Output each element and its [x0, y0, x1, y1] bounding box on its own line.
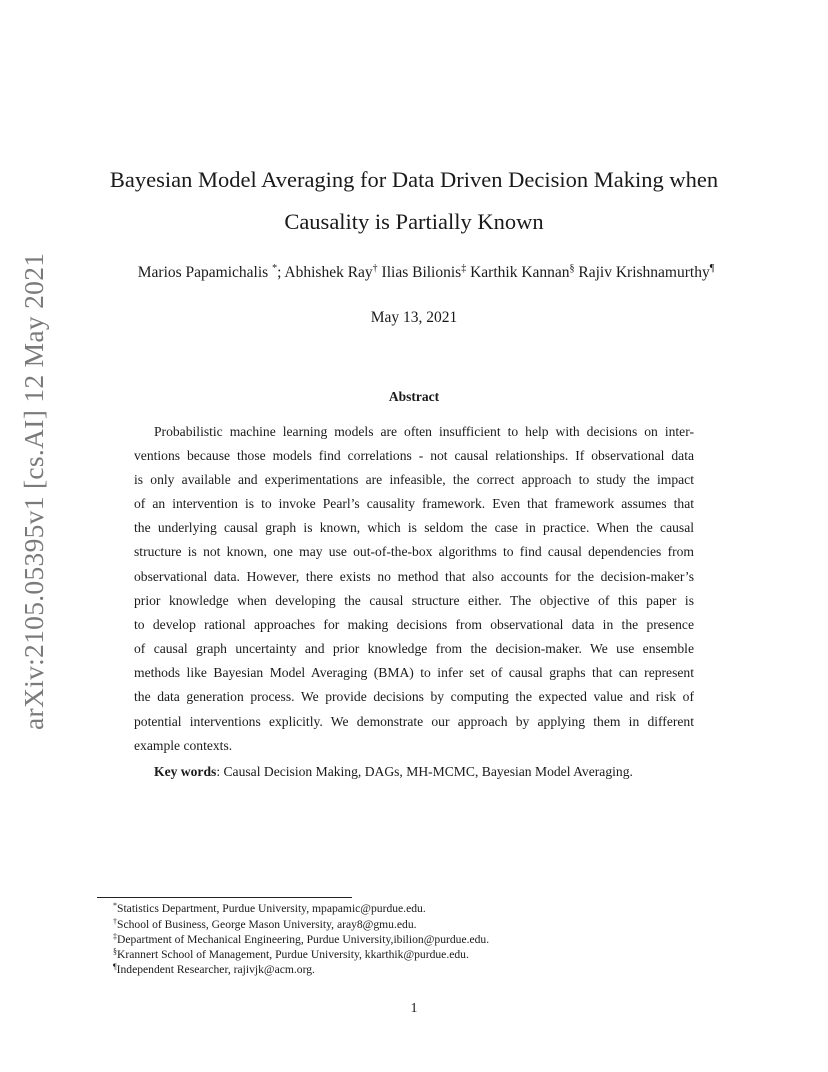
- footnote: [113, 918, 417, 931]
- footnote-divider: [97, 897, 352, 898]
- author-separator: ;: [277, 264, 282, 281]
- author-name: Ilias Bilionis: [381, 264, 462, 281]
- page-number: 1: [410, 1001, 418, 1016]
- author-footnote-mark: †: [372, 263, 378, 274]
- abstract-line: methods like Bayesian Model Averaging (BMA) to infer set of causal graphs that can represent: [134, 665, 694, 680]
- footnote: [113, 933, 489, 946]
- abstract-heading: Abstract: [388, 389, 440, 404]
- abstract-line: observational data. However, there exists no method that also accounts for the decision-maker’s: [134, 569, 694, 584]
- abstract-line: potential interventions explicitly. We demonstrate our approach by applying them in different: [134, 714, 694, 729]
- abstract-line: the data generation process. We provide decisions by computing the expected value and risk of: [134, 689, 694, 704]
- abstract-line: of an intervention is to invoke Pearl’s causality framework. Even that framework assumes that: [134, 496, 694, 511]
- footnote-text: Independent Researcher, rajivjk@acm.org.: [116, 963, 315, 976]
- author-list: [0, 264, 828, 282]
- abstract-line: the underlying causal graph is known, which is seldom the case in practice. When the causal: [134, 520, 694, 535]
- footnote-text: School of Business, George Mason University, aray8@gmu.edu.: [117, 918, 417, 931]
- abstract-line: example contexts.: [134, 738, 233, 753]
- author-footnote-mark: ‡: [461, 263, 467, 274]
- author-footnote-mark: *: [272, 263, 278, 274]
- author-footnote-mark: ¶: [709, 263, 715, 274]
- footnote-text: Statistics Department, Purdue University, mpapamic@purdue.edu.: [117, 902, 426, 915]
- footnote: [113, 902, 426, 915]
- keywords-line: [154, 764, 633, 780]
- keywords-text: : Causal Decision Making, DAGs, MH-MCMC, Bayesian Model Averaging.: [216, 764, 633, 779]
- abstract-line: structure is not known, one may use out-of-the-box algorithms to find causal dependencies from: [134, 544, 694, 559]
- footnote-mark: †: [113, 917, 117, 926]
- arxiv-identifier-stamp: arXiv:2105.05395v1 [cs.AI] 12 May 2021: [18, 252, 49, 730]
- footnote: [113, 963, 315, 976]
- abstract-line: is only available and experimentations are infeasible, the correct approach to study the impact: [134, 472, 694, 487]
- author-name: Abhishek Ray: [284, 264, 373, 281]
- footnote: [113, 948, 469, 961]
- abstract-line: to develop rational approaches for making decisions from observational data in the presence: [134, 617, 694, 632]
- keywords-label: Key words: [154, 764, 217, 779]
- paper-title-line-2: Causality is Partially Known: [284, 209, 544, 234]
- footnote-mark: *: [113, 901, 117, 910]
- footnote-text: Krannert School of Management, Purdue University, kkarthik@purdue.edu.: [117, 948, 469, 961]
- publication-date: May 13, 2021: [370, 309, 458, 326]
- footnote-mark: ¶: [113, 962, 117, 971]
- footnote-text: Department of Mechanical Engineering, Purdue University,ibilion@purdue.edu.: [117, 933, 490, 946]
- author-name: Karthik Kannan: [470, 264, 570, 281]
- paper-title-line-1: Bayesian Model Averaging for Data Driven Decision Making when: [109, 167, 719, 192]
- abstract-line: prior knowledge when developing the causal structure either. The objective of this paper is: [134, 593, 694, 608]
- author-name: Rajiv Krishnamurthy: [578, 264, 710, 281]
- author-footnote-mark: §: [569, 263, 575, 274]
- abstract-line: Probabilistic machine learning models are often insufficient to help with decisions on inter-: [154, 424, 694, 439]
- author-name: Marios Papamichalis: [137, 264, 269, 281]
- footnote-mark: §: [113, 947, 117, 956]
- abstract-line: of causal graph uncertainty and prior knowledge from the decision-maker. We use ensemble: [134, 641, 694, 656]
- abstract-line: ventions because those models find correlations - not causal relationships. If observational data: [134, 448, 694, 463]
- footnote-mark: ‡: [113, 932, 117, 941]
